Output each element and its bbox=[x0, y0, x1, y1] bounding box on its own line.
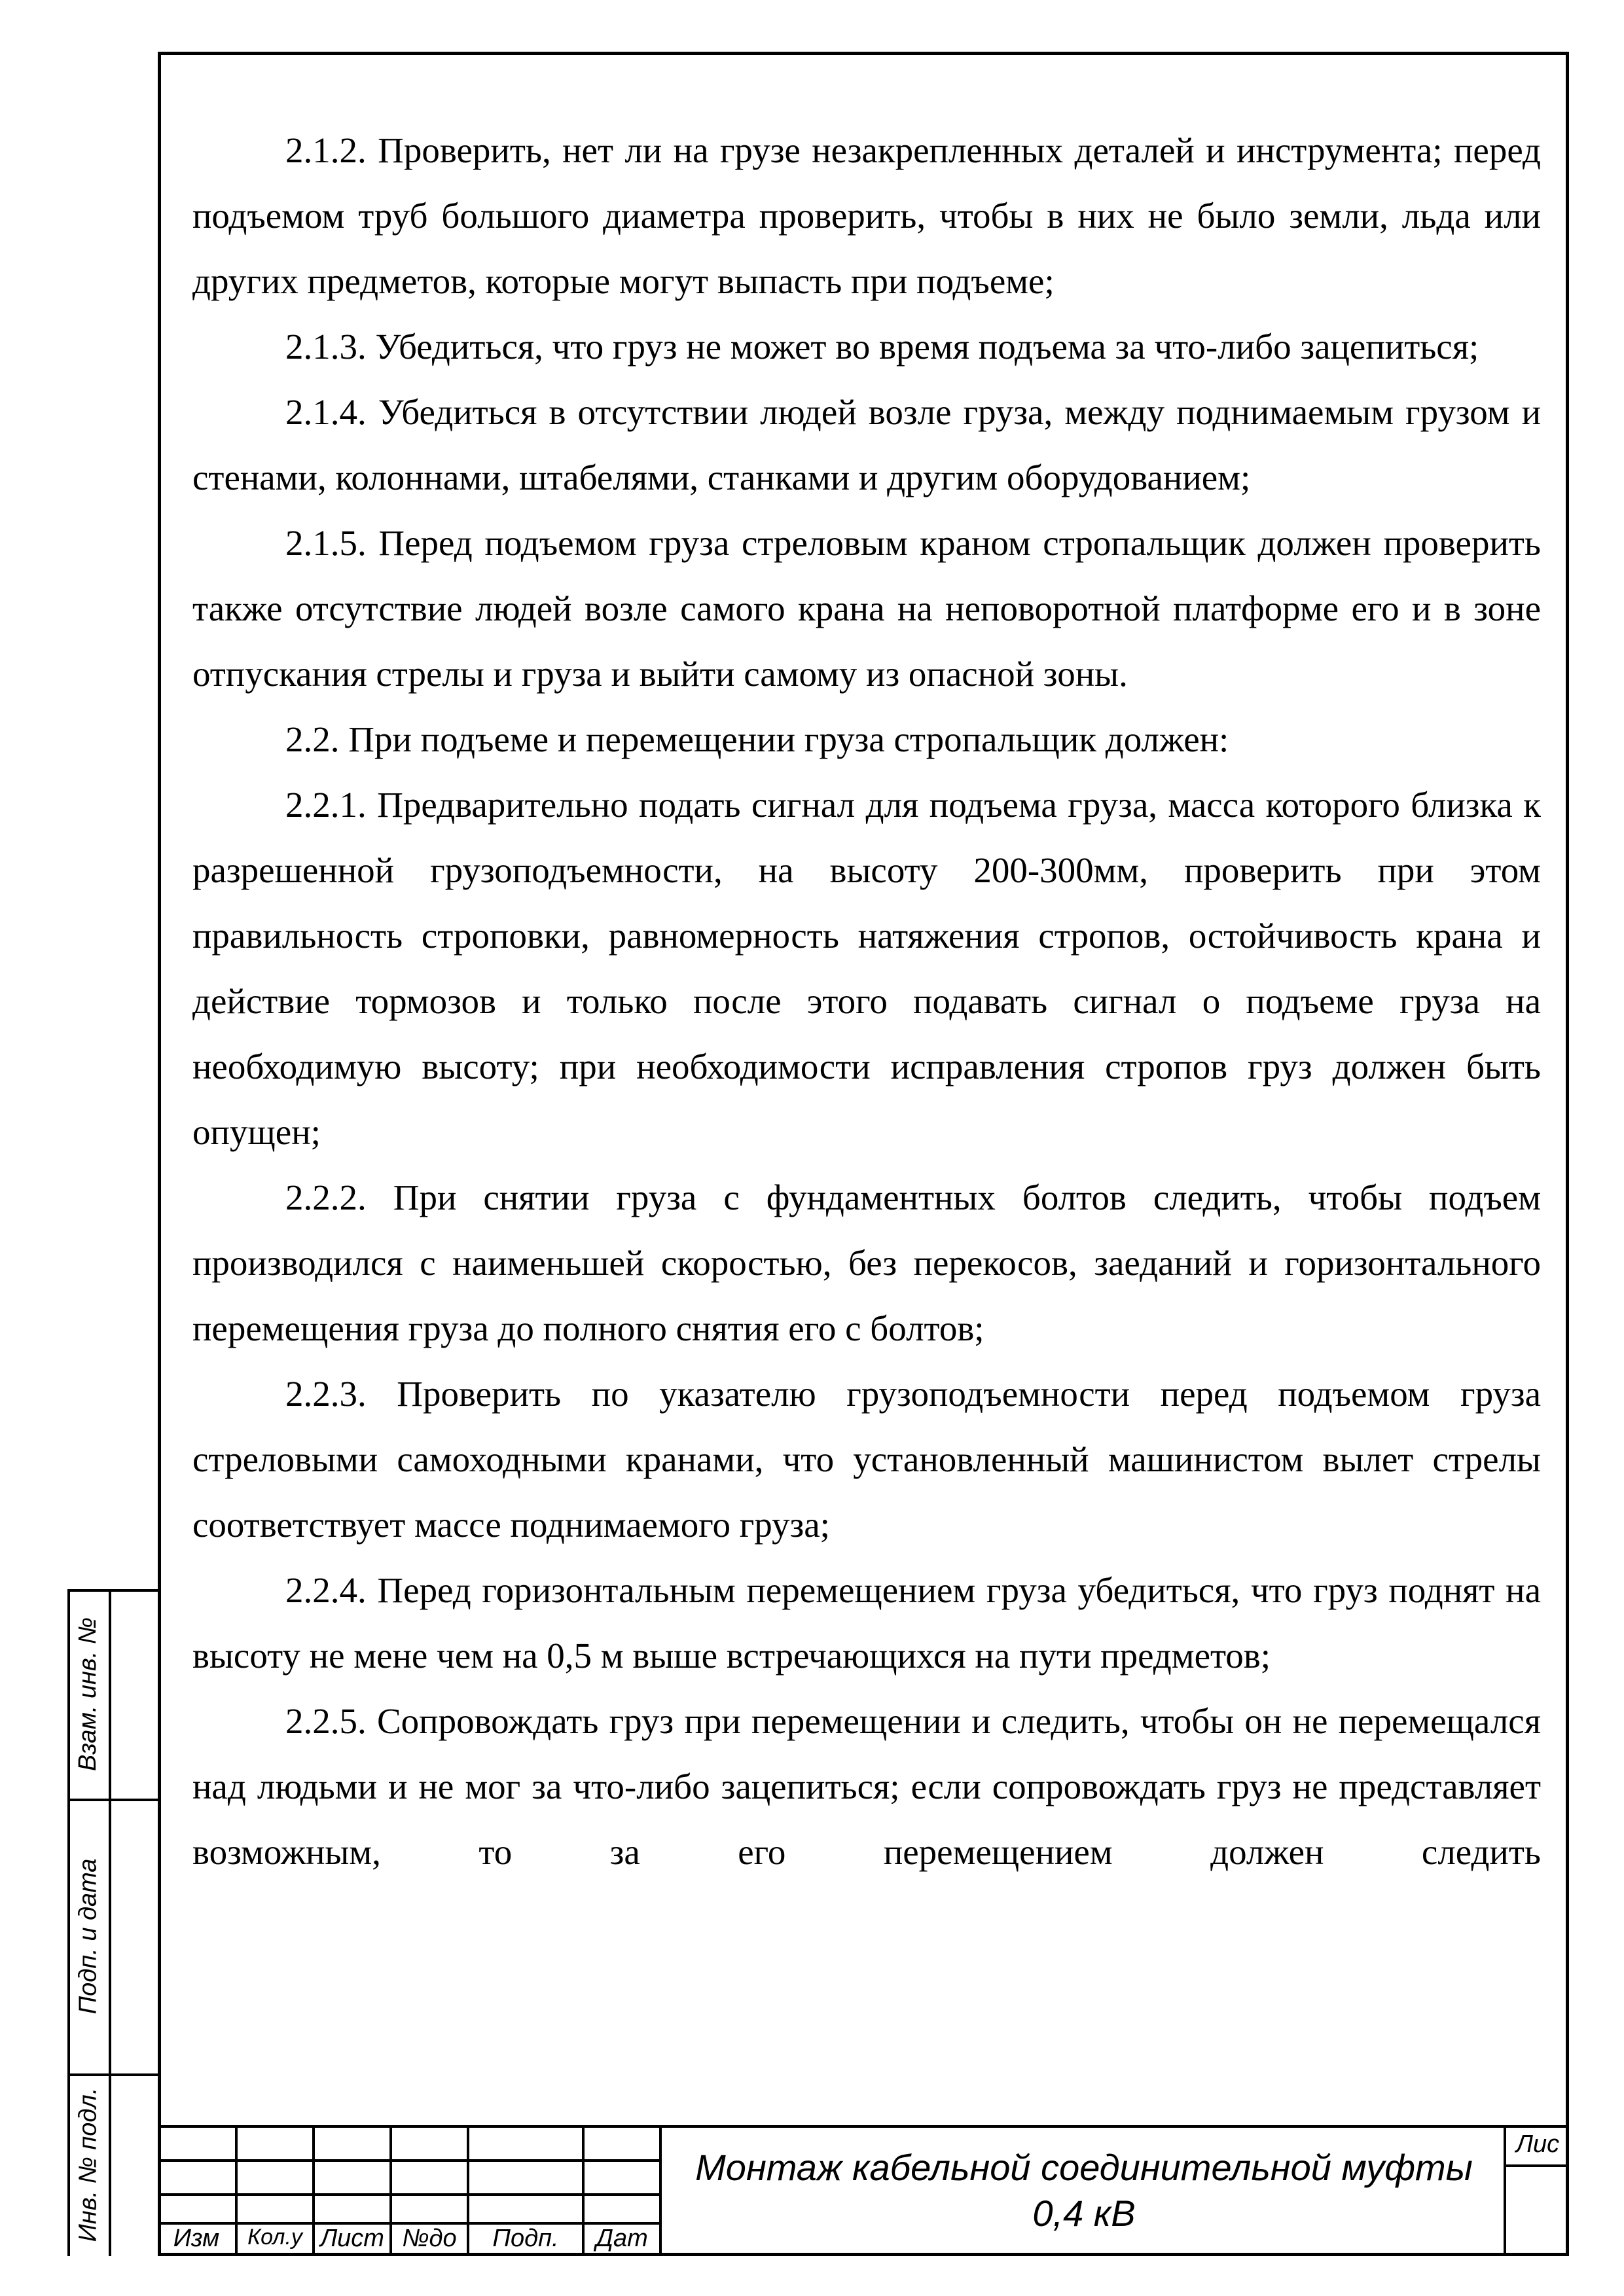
document-title bbox=[662, 2145, 1506, 2236]
title-block bbox=[158, 2125, 1569, 2256]
paragraph-2-2-3: 2.2.3. Проверить по указателю грузоподъемности перед подъемом груза стреловыми самоходными кранами, что установленный машинистом вылет стрелы соответствует массе поднимаемого груза; bbox=[192, 1374, 1541, 1545]
side-stamp bbox=[67, 1589, 158, 2256]
stamp-col-kol: Кол.у bbox=[247, 2225, 302, 2250]
side-label-vzam: Взам. инв. № bbox=[74, 1617, 102, 1771]
stamp-top-line bbox=[158, 2125, 1569, 2128]
paragraph-2-2: 2.2. При подъеме и перемещении груза стропальщик должен: bbox=[285, 719, 1229, 759]
paragraph-2-1-5: 2.1.5. Перед подъемом груза стреловым краном стропальщик должен проверить также отсутствие людей возле самого крана на неповоротной платформе его и в зоне отпускания стрелы и груза и выйти самому из опасной зоны. bbox=[192, 523, 1541, 694]
stamp-row-line-2 bbox=[158, 2193, 662, 2196]
paragraph-2-2-5: 2.2.5. Сопровождать груз при перемещении и следить, чтобы он не перемещался над людьми и не мог за что-либо зацепиться; если сопровождать груз не представляет возможным, то за его перемещением должен следить bbox=[192, 1701, 1541, 1872]
paragraph-2-1-4: 2.1.4. Убедиться в отсутствии людей возле груза, между поднимаемым грузом и стенами, колоннами, штабелями, станками и другим оборудованием; bbox=[192, 392, 1541, 497]
stamp-col-podp: Подп. bbox=[492, 2225, 559, 2252]
paragraph-2-1-2: 2.1.2. Проверить, нет ли на грузе незакрепленных деталей и инструмента; перед подъемом труб большого диаметра проверить, чтобы в них не было земли, льда или других предметов, которые могут выпасть при подъеме; bbox=[192, 130, 1541, 301]
stamp-col-ndoc: №до bbox=[402, 2225, 457, 2252]
paragraph-2-1-3: 2.1.3. Убедиться, что груз не может во время подъема за что-либо зацепиться; bbox=[285, 327, 1479, 367]
paragraph-2-2-2: 2.2.2. При снятии груза с фундаментных болтов следить, чтобы подъем производился с наименьшей скоростью, без перекосов, заеданий и горизонтального перемещения груза до полного снятия его с болтов; bbox=[192, 1177, 1541, 1348]
side-label-inv: Инв. № подл. bbox=[74, 2087, 102, 2242]
paragraph-2-2-1: 2.2.1. Предварительно подать сигнал для подъема груза, масса которого близка к разрешенной грузоподъемности, на высоту 200-300мм, проверить при этом правильность строповки, равномерность натяжения стропов, остойчивость крана и действие тормозов и только после этого подавать сигнал о подъеме груза на необходимую высоту; при необходимости исправления стропов груз должен быть опущен; bbox=[192, 785, 1541, 1152]
stamp-col-izm: Изм bbox=[173, 2225, 220, 2252]
document-body bbox=[192, 118, 1541, 1885]
paragraph-2-2-4: 2.2.4. Перед горизонтальным перемещением груза убедиться, что груз поднят на высоту не мене чем на 0,5 м выше встречающихся на пути предметов; bbox=[192, 1570, 1541, 1676]
stamp-col-list: Лист bbox=[320, 2225, 384, 2252]
sheet-label: Лис bbox=[1515, 2130, 1560, 2158]
document-title-line-1: Монтаж кабельной соединительной муфты bbox=[695, 2147, 1473, 2188]
side-stamp-divider bbox=[109, 1589, 111, 2256]
stamp-col-dat: Дат bbox=[596, 2225, 648, 2252]
side-label-podp: Подп. и дата bbox=[74, 1858, 102, 2014]
stamp-row-line-1 bbox=[158, 2159, 662, 2162]
stamp-sheet-line bbox=[1506, 2164, 1569, 2167]
document-title-line-2: 0,4 кВ bbox=[1032, 2193, 1136, 2234]
